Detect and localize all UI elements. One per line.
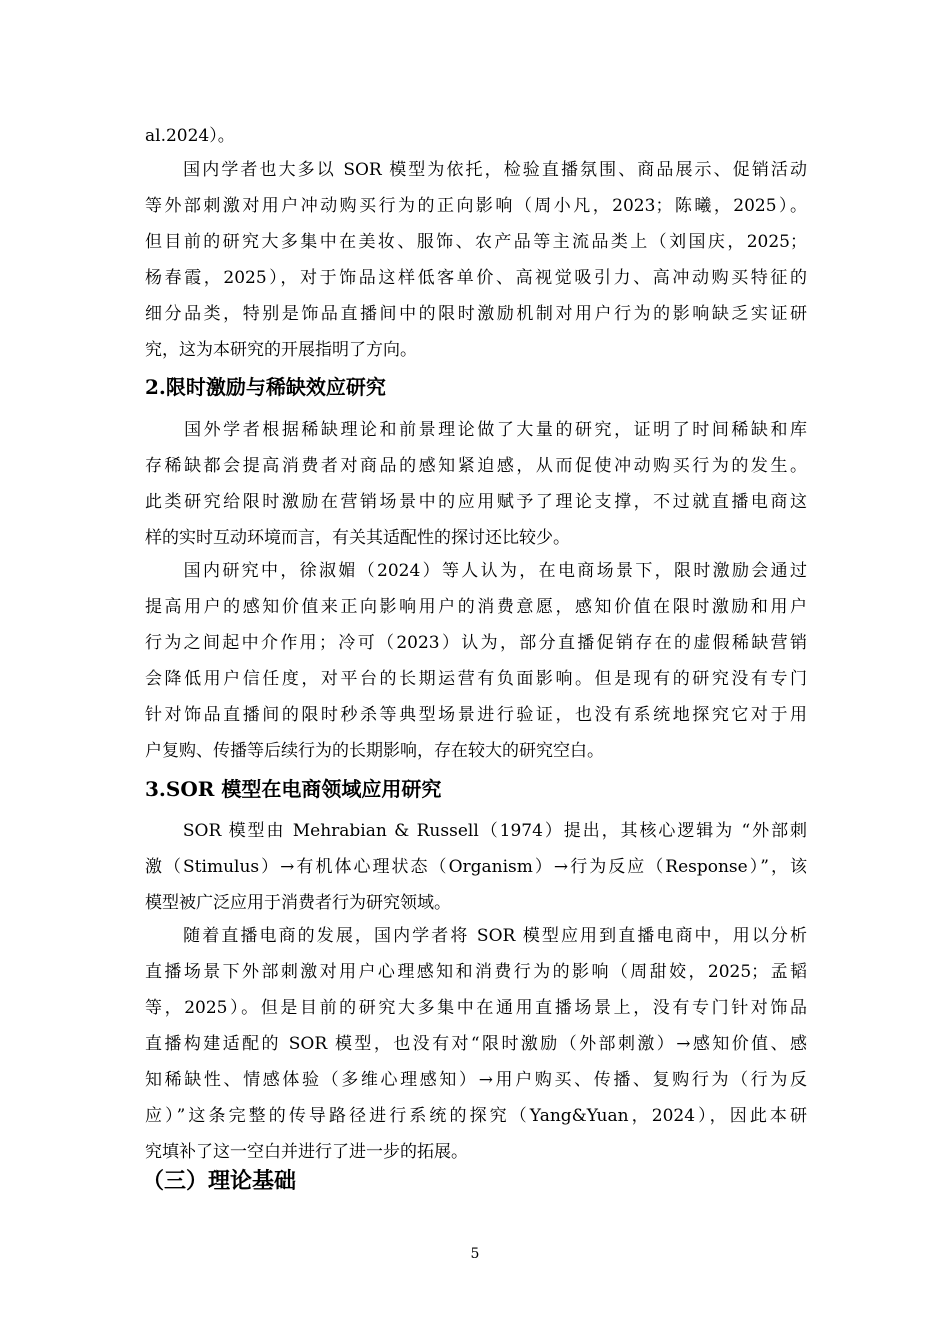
paragraph-foreign-scarcity — [145, 412, 807, 556]
text-line: 会降低用户信任度，对平台的长期运营有负面影响。但是现有的研究没有专门 — [145, 669, 807, 689]
text-line: 等，2025）。但是目前的研究大多集中在通用直播场景上，没有专门针对饰品 — [145, 998, 807, 1018]
text-line: 直播构建适配的 SOR 模型，也没有对“限时激励（外部刺激）→感知价值、感 — [145, 1034, 807, 1054]
text-line: 杨春霞，2025），对于饰品这样低客单价、高视觉吸引力、高冲动购买特征的 — [145, 268, 807, 288]
text-line: 样的实时互动环境而言，有关其适配性的探讨还比较少。 — [145, 528, 570, 548]
text-line: 究填补了这一空白并进行了进一步的拓展。 — [145, 1142, 468, 1162]
paragraph-domestic-sor — [145, 152, 807, 368]
text-line: 户复购、传播等后续行为的长期影响，存在较大的研究空白。 — [145, 741, 604, 761]
text-line: 国内学者也大多以 SOR 模型为依托，检验直播氛围、商品展示、促销活动 — [145, 160, 807, 180]
text-line: SOR 模型由 Mehrabian & Russell（1974）提出，其核心逻辑为 “外部刺 — [145, 821, 807, 841]
paragraph-domestic-scarcity — [145, 553, 807, 769]
text-line: 等外部刺激对用户冲动购买行为的正向影响（周小凡，2023；陈曦，2025）。 — [145, 196, 807, 216]
page-number: 5 — [470, 1246, 480, 1262]
text-line: 存稀缺都会提高消费者对商品的感知紧迫感，从而促使冲动购买行为的发生。 — [145, 456, 807, 476]
text-line: 究，这为本研究的开展指明了方向。 — [145, 340, 417, 360]
text-line: 国内研究中，徐淑媚（2024）等人认为，在电商场景下，限时激励会通过 — [145, 561, 807, 581]
text-line: 知稀缺性、情感体验（多维心理感知）→用户购买、传播、复购行为（行为反 — [145, 1070, 807, 1090]
paragraph-sor-livestream — [145, 918, 807, 1170]
paragraph-tail — [145, 118, 807, 154]
paragraph-sor-origin — [145, 813, 807, 921]
text-line: 但目前的研究大多集中在美妆、服饰、农产品等主流品类上（刘国庆，2025； — [145, 232, 807, 252]
heading-theory-basis: （三）理论基础 — [142, 1168, 297, 1194]
text-line: 国外学者根据稀缺理论和前景理论做了大量的研究，证明了时间稀缺和库 — [145, 420, 807, 440]
text-line: 激（Stimulus）→有机体心理状态（Organism）→行为反应（Response）”，该 — [145, 857, 807, 877]
text-line: 此类研究给限时激励在营销场景中的应用赋予了理论支撑，不过就直播电商这 — [145, 492, 807, 512]
text-line: 细分品类，特别是饰品直播间中的限时激励机制对用户行为的影响缺乏实证研 — [145, 304, 807, 324]
text-line: 提高用户的感知价值来正向影响用户的消费意愿，感知价值在限时激励和用户 — [145, 597, 807, 617]
heading-sor-application: 3.SOR 模型在电商领域应用研究 — [145, 777, 442, 801]
text-line: 行为之间起中介作用；冷可（2023）认为，部分直播促销存在的虚假稀缺营销 — [145, 633, 807, 653]
text-line: 针对饰品直播间的限时秒杀等典型场景进行验证，也没有系统地探究它对于用 — [145, 705, 807, 725]
text-line: 随着直播电商的发展，国内学者将 SOR 模型应用到直播电商中，用以分析 — [145, 926, 807, 946]
heading-scarcity-research: 2.限时激励与稀缺效应研究 — [145, 375, 386, 399]
text-line: al.2024）。 — [145, 126, 235, 146]
text-line: 应）”这条完整的传导路径进行系统的探究（Yang&Yuan，2024），因此本研 — [145, 1106, 807, 1126]
text-line: 模型被广泛应用于消费者行为研究领域。 — [145, 893, 451, 913]
text-line: 直播场景下外部刺激对用户心理感知和消费行为的影响（周甜姣，2025；孟韬 — [145, 962, 807, 982]
